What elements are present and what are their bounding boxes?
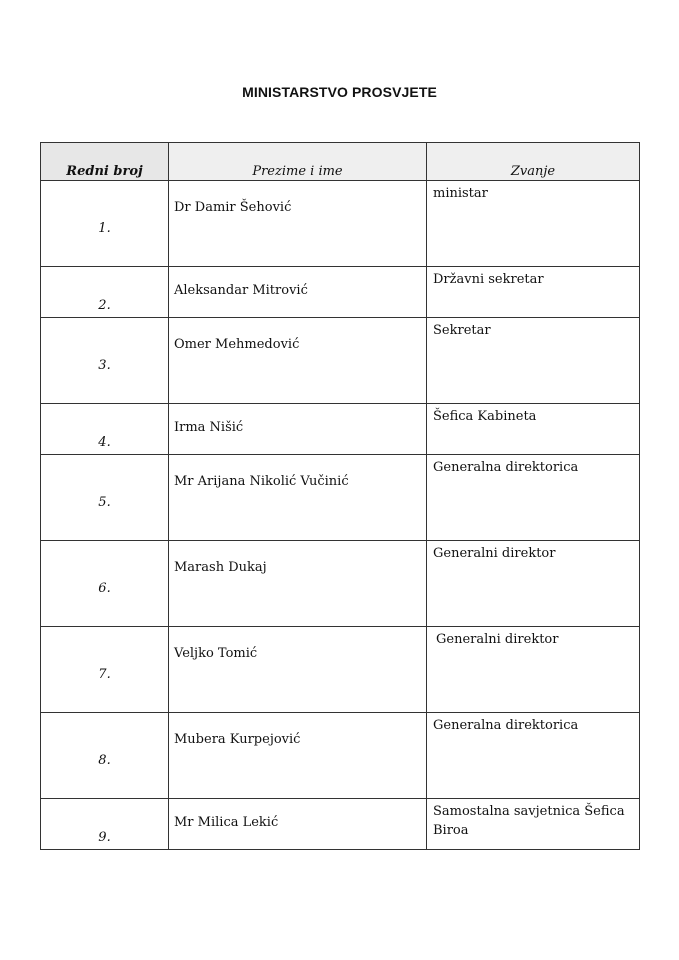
table-row [41, 627, 640, 713]
rank-cell: Generalni direktor [427, 627, 640, 713]
person-name: Veljko Tomić [174, 646, 258, 661]
rank-cell: Generalna direktorica [427, 713, 640, 799]
rank-cell: Šefica Kabineta [427, 404, 640, 455]
name-cell [169, 627, 427, 713]
table-header-row [41, 143, 640, 181]
row-number-cell [41, 181, 169, 267]
table-row [41, 318, 640, 404]
row-number: 4. [98, 434, 111, 450]
header-zvanje: Zvanje [427, 143, 640, 181]
table-row [41, 404, 640, 455]
row-number-cell [41, 404, 169, 455]
rank-cell: Samostalna savjetnica Šefica Biroa [427, 799, 640, 850]
row-number-cell [41, 318, 169, 404]
person-name: Omer Mehmedović [174, 337, 300, 352]
rank-cell: ministar [427, 181, 640, 267]
row-number-cell [41, 799, 169, 850]
rank-cell: Državni sekretar [427, 267, 640, 318]
row-number-cell [41, 455, 169, 541]
page-title: MINISTARSTVO PROSVJETE [242, 84, 437, 100]
rank-cell: Generalna direktorica [427, 455, 640, 541]
name-cell [169, 799, 427, 850]
row-number: 2. [98, 297, 111, 313]
rank-cell: Sekretar [427, 318, 640, 404]
name-cell [169, 318, 427, 404]
person-name: Mubera Kurpejović [174, 732, 301, 747]
rank-cell: Generalni direktor [427, 541, 640, 627]
staff-table [40, 142, 640, 850]
person-name: Irma Nišić [174, 420, 244, 435]
row-number-cell [41, 713, 169, 799]
table-row [41, 455, 640, 541]
name-cell [169, 181, 427, 267]
table-row [41, 541, 640, 627]
row-number-cell [41, 541, 169, 627]
row-number: 5. [98, 495, 111, 510]
person-name: Marash Dukaj [174, 560, 267, 575]
row-number: 1. [98, 221, 111, 236]
table-row [41, 181, 640, 267]
row-number: 3. [98, 358, 111, 373]
name-cell [169, 267, 427, 318]
header-prezime-ime: Prezime i ime [169, 143, 427, 181]
name-cell [169, 455, 427, 541]
row-number: 6. [98, 581, 111, 596]
row-number-cell [41, 627, 169, 713]
person-name: Mr Milica Lekić [174, 815, 279, 830]
row-number: 8. [98, 753, 111, 768]
row-number-cell [41, 267, 169, 318]
row-number: 7. [98, 667, 111, 682]
name-cell [169, 404, 427, 455]
row-number: 9. [98, 829, 111, 845]
person-name: Mr Arijana Nikolić Vučinić [174, 474, 349, 489]
table-row [41, 713, 640, 799]
name-cell [169, 541, 427, 627]
person-name: Aleksandar Mitrović [174, 283, 308, 298]
name-cell [169, 713, 427, 799]
table-row [41, 799, 640, 850]
header-redni-broj: Redni broj [41, 143, 169, 181]
table-row [41, 267, 640, 318]
person-name: Dr Damir Šehović [174, 200, 292, 215]
